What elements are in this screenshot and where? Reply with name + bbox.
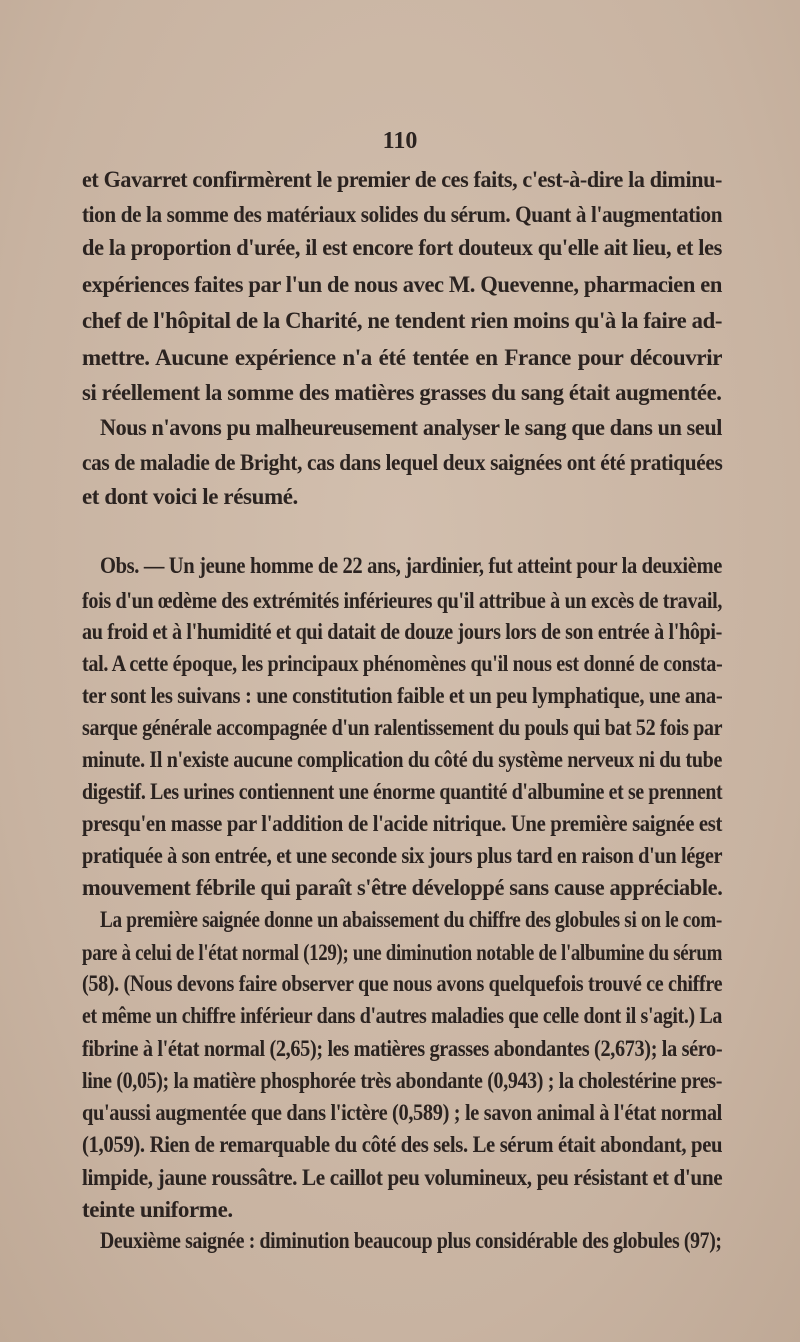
text-line: La première saignée donne un abaissement du chiffre des globules si on le com-: [100, 907, 722, 932]
text-line: fois d'un œdème des extrémités inférieures qu'il attribue à un excès de travail,: [82, 588, 722, 613]
text-line: (58). (Nous devons faire observer que nous avons quelquefois trouvé ce chiffre: [82, 971, 723, 996]
text-line: mettre. Aucune expérience n'a été tentée en France pour découvrir: [82, 345, 722, 370]
text-line: Obs. — Un jeune homme de 22 ans, jardinier, fut atteint pour la deuxième: [100, 553, 722, 578]
text-line: Nous n'avons pu malheureusement analyser le sang que dans un seul: [100, 415, 722, 440]
text-line: pare à celui de l'état normal (129); une diminution notable de l'albumine du sérum: [82, 940, 722, 965]
text-line: minute. Il n'existe aucune complication du côté du système nerveux ni du tube: [82, 747, 722, 772]
text-line: et Gavarret confirmèrent le premier de ces faits, c'est-à-dire la diminu-: [82, 167, 722, 192]
text-line: presqu'en masse par l'addition de l'acide nitrique. Une première saignée est: [82, 811, 722, 836]
text-line: digestif. Les urines contiennent une énorme quantité d'albumine et se prennent: [82, 779, 723, 804]
text-line: mouvement fébrile qui paraît s'être développé sans cause appréciable.: [82, 875, 723, 900]
text-line: au froid et à l'humidité et qui datait de douze jours lors de son entrée à l'hôpi-: [82, 619, 722, 644]
text-line: teinte uniforme.: [82, 1197, 233, 1222]
text-line: Deuxième saignée : diminution beaucoup plus considérable des globules (97);: [100, 1228, 722, 1253]
text-line: qu'aussi augmentée que dans l'ictère (0,589) ; le savon animal à l'état normal: [82, 1100, 722, 1125]
text-line: si réellement la somme des matières grasses du sang était augmentée.: [82, 380, 722, 405]
text-line: limpide, jaune roussâtre. Le caillot peu volumineux, peu résistant et d'une: [82, 1165, 723, 1190]
text-line: fibrine à l'état normal (2,65); les matières grasses abondantes (2,673); la séro-: [82, 1036, 723, 1061]
text-line: expériences faites par l'un de nous avec M. Quevenne, pharmacien en: [82, 272, 722, 297]
text-line: ter sont les suivans : une constitution faible et un peu lymphatique, une ana-: [82, 683, 723, 708]
text-line: et même un chiffre inférieur dans d'autres maladies que celle dont il s'agit.) La: [82, 1003, 723, 1028]
text-line: line (0,05); la matière phosphorée très abondante (0,943) ; la cholestérine pres-: [82, 1068, 722, 1093]
text-line: pratiquée à son entrée, et une seconde six jours plus tard en raison d'un léger: [82, 843, 723, 868]
text-line: de la proportion d'urée, il est encore fort douteux qu'elle ait lieu, et les: [82, 235, 722, 260]
page-number: 110: [382, 128, 418, 154]
text-line: et dont voici le résumé.: [82, 484, 298, 509]
text-line: chef de l'hôpital de la Charité, ne tendent rien moins qu'à la faire ad-: [82, 308, 722, 333]
text-line: tal. A cette époque, les principaux phénomènes qu'il nous est donné de consta-: [82, 651, 723, 676]
text-line: tion de la somme des matériaux solides du sérum. Quant à l'augmentation: [82, 202, 723, 227]
text-line: sarque générale accompagnée d'un ralentissement du pouls qui bat 52 fois par: [82, 715, 723, 740]
text-line: cas de maladie de Bright, cas dans lequel deux saignées ont été pratiquées: [82, 450, 723, 475]
text-line: (1,059). Rien de remarquable du côté des sels. Le sérum était abondant, peu: [82, 1132, 723, 1157]
